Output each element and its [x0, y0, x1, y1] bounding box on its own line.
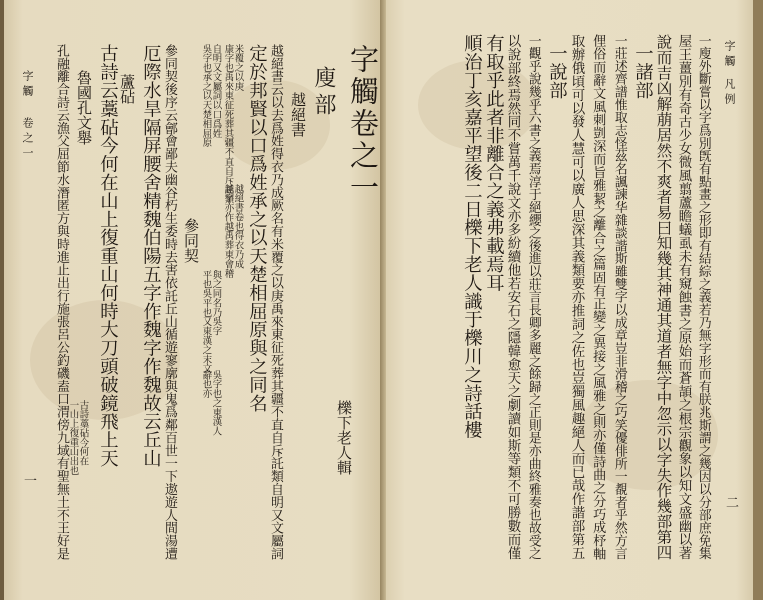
left-page — [0, 0, 380, 600]
page-header-subtitle: 凡例 — [723, 78, 736, 108]
book-title: 字觸卷之一 — [346, 44, 380, 204]
text-column: 有取乎此者非離合之義弗載焉耳 — [483, 34, 505, 292]
text-column: 屋王薑別有奇古少女微風翦蘆瞻蟻虱未有窺蝕書之原始而蒼頡之根宗觀象以知文盛幽以著 — [675, 34, 692, 560]
text-column: 古詩云藁砧今何在山上復重山何時大刀頭破鏡飛上天 — [97, 44, 119, 468]
annotation: 一山上復重山出也 — [67, 400, 79, 476]
annotation: 吳字也之東漢人 — [210, 370, 222, 436]
subsection-title: 蘆砧 — [118, 74, 136, 104]
right-page — [378, 0, 763, 600]
annotation: 自明又文屬詞以口爲姓 — [210, 44, 222, 138]
page-number: 一 — [24, 474, 38, 489]
text-column: 越絕書云以去爲姓得衣乃成厥名有米覆之以庚禹來東征死葬其疆不直自斥託類自明又文屬詞 — [267, 44, 283, 560]
text-column: 俚俗而辭文風刺剴深而旨雅絜之離合之篇固有正變之異接之風雅之則亦僅詩曲之分巧成杼軸 — [590, 34, 606, 560]
text-column: 一廋外斷嘗以字爲別旣有點畫之形即有結綜之義若乃無字形而有朕兆斯謂之幾因以分部庶免集 — [695, 34, 711, 560]
text-column: 一莊述齊譜惟取志怪茲名諷諫华雜談諧斯雖雙字以成章豈非滑稽之巧笑優俳所一覩者乎然方言 — [611, 34, 627, 560]
section-heading: 一諸部 — [632, 44, 654, 100]
annotation: 平也吳平也又東漢之末文 — [200, 270, 212, 374]
page-number: 二 — [726, 496, 740, 511]
compiler-credit: 櫟下老人輯 — [335, 400, 353, 475]
text-column: 定於邦賢以口爲姓承之以天楚相屈原與之同名 — [246, 44, 268, 412]
text-column: 取辦俄頃可以發人慧可以廣人思深其義類要亦推詞之佐也豈獨風趣絕人而已哉作諧部第五 — [568, 34, 585, 560]
section-heading: 一說部 — [546, 44, 568, 100]
annotation: 米覆之以庚 — [232, 44, 244, 91]
subsection-title: 魯國孔文舉 — [75, 70, 93, 145]
subsection-title: 參同契 — [182, 218, 200, 263]
annotation: 與之同名乃吳字 — [210, 270, 222, 336]
annotation: 康字也禹來東征死葬其疆不直自斥託類 — [222, 44, 234, 204]
text-column: 說而吉凶解萠居然不爽者易曰知幾其神通其道者無字中忽示以字失作幾部第四 — [654, 34, 673, 560]
colophon: 順治丁亥嘉平望後二日櫟下老人識于櫟川之詩話樓 — [461, 34, 483, 439]
annotation: 辭也亦 — [200, 370, 212, 399]
annotation: 越絕書卷也得衣乃成 — [232, 184, 244, 269]
annotation: 越字亦作越禹葬東會稽 — [222, 184, 234, 278]
text-column: 參同契後序云鄶會鄙夫幽谷朽生委時去害依託丘山循遊寥廓與鬼爲鄰百世一下遨遊人間湯遭 — [161, 44, 177, 560]
annotation: 古詩藁砧今何在 — [77, 400, 89, 466]
text-column: 以說部終焉然同不嘗萬千說文亦多紛續他若安石之隱韓愈天之劇讀如斯等類不可勝數而僅 — [504, 34, 521, 560]
annotation: 吳字也承之以天楚相屈原 — [200, 44, 212, 148]
text-column: 厄際水旱隔屏腰舍精魏伯陽五字作魏字作魏故云丘山 — [140, 44, 162, 468]
text-column: 一觀乎說幾乎六書之義焉淳于絕纓之後進以莊言長卿多麗之餘歸之正則是亦曲終雅奏也故受之 — [525, 34, 541, 560]
subsection-title: 越絕書 — [289, 92, 307, 137]
text-column: 孔融離合詩云漁父屈節水潛匿方與時進止出行施張呂公釣磯盍口渭傍九域有聖無土不王好是 — [53, 44, 69, 560]
page-footer-title: 字觸 卷之一 — [21, 70, 34, 162]
section-title: 廋部 — [311, 66, 336, 120]
page-header-title: 字觸 — [723, 40, 736, 70]
